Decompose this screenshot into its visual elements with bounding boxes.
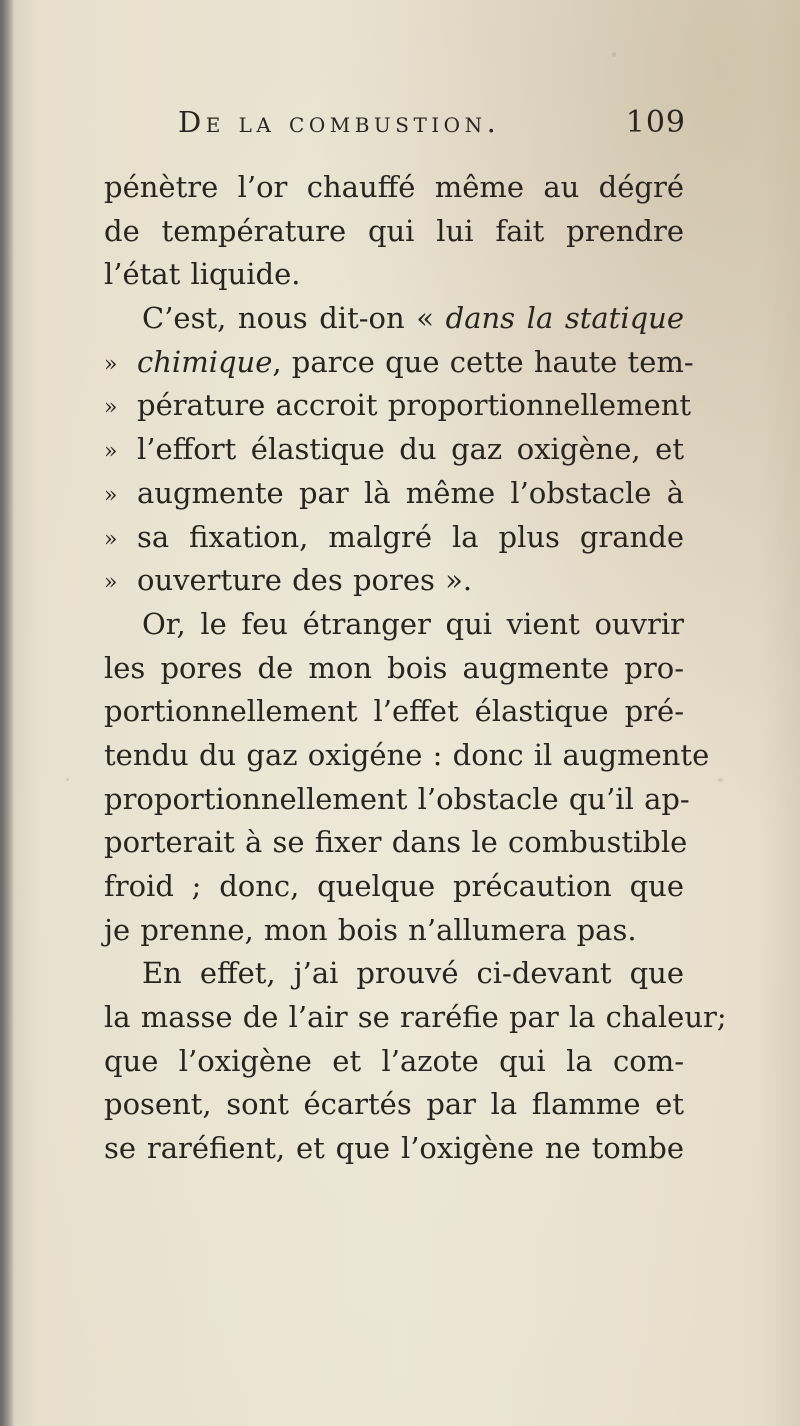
text-line: Or, le feu étranger qui vient ouvrir (142, 606, 684, 641)
text-line: » pérature accroit proportionnellement (104, 384, 684, 428)
italic-phrase: dans la statique (445, 301, 684, 336)
text-line: l’état liquide. (104, 257, 301, 292)
italic-phrase: chimique (137, 344, 273, 379)
text-line: posent, sont écartés par la flamme et (104, 1087, 684, 1122)
text-line: la masse de l’air se raréfie par la chaleur; (104, 1000, 727, 1035)
text-line: » ouverture des pores ». (104, 559, 684, 603)
guillemet: » (104, 482, 118, 508)
text-line: proportionnellement l’obstacle qu’il ap- (104, 781, 690, 816)
guillemet: » (104, 395, 118, 421)
text-line: porterait à se fixer dans le combustible (104, 825, 688, 860)
text-line: pénètre l’or chauffé même au dégré (104, 170, 684, 204)
text-line: froid ; donc, quelque précaution que (104, 869, 684, 903)
running-head-title: De la combustion. (178, 105, 501, 139)
text-line: se raréfient, et que l’oxigène ne tombe (104, 1131, 684, 1166)
text-line: C’est, nous dit-on « dans la statique (142, 301, 684, 336)
running-head (178, 105, 708, 151)
text-line: En effet, j’ai prouvé ci-devant que (142, 956, 684, 991)
text-line: » l’effort élastique du gaz oxigène, et (104, 428, 684, 472)
text-line: » augmente par là même l’obstacle à (104, 472, 684, 516)
guillemet: » (104, 351, 118, 377)
text-line: je prenne, mon bois n’allumera pas. (104, 912, 637, 947)
text-line: que l’oxigène et l’azote qui la com- (104, 1043, 684, 1078)
paper-spot (66, 778, 69, 781)
page-number: 109 (625, 105, 686, 140)
text-line: portionnellement l’effet élastique pré- (104, 694, 684, 729)
paper-spot (612, 52, 616, 57)
guillemet: » (104, 439, 118, 465)
text-line: de température qui lui fait prendre (104, 213, 684, 248)
text-line: tendu du gaz oxigéne : donc il augmente (104, 737, 710, 772)
guillemet: » (104, 526, 118, 552)
body-text (104, 166, 727, 1171)
paper-spot (718, 778, 723, 782)
text-line: les pores de mon bois augmente pro- (104, 650, 684, 685)
binding-gutter (0, 0, 14, 1426)
text-line: » sa fixation, malgré la plus grande (104, 516, 684, 560)
text-line: » chimique, parce que cette haute tem- (104, 341, 684, 385)
guillemet: » (104, 570, 118, 596)
